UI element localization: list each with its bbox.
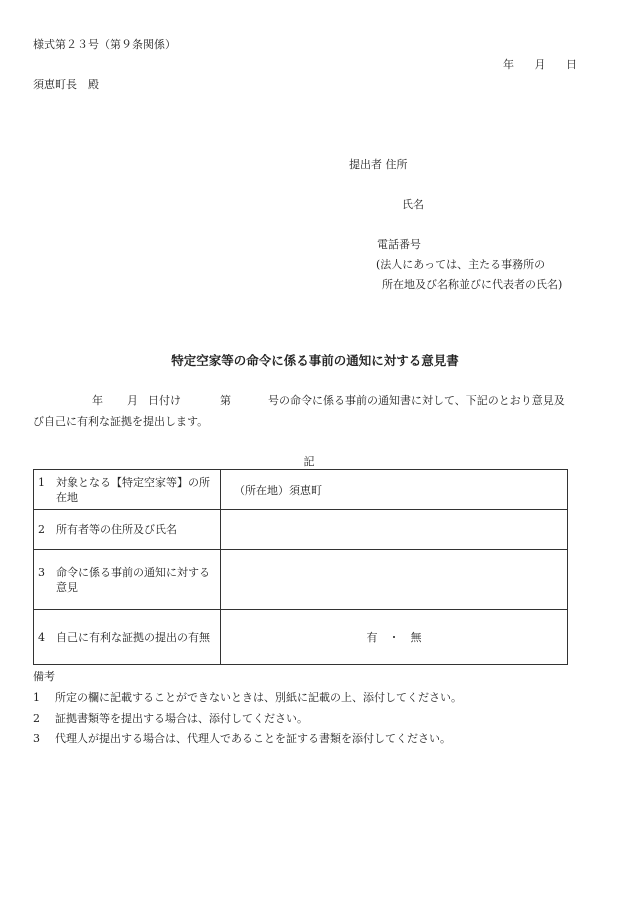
- submitter-phone-label: 電話番号: [377, 238, 421, 251]
- note-text: 代理人が提出する場合は、代理人であることを証する書類を添付してください。: [55, 732, 451, 745]
- body-line1-rest: 号の命令に係る事前の通知書に対して、下記のとおり意見及: [268, 394, 565, 407]
- corporate-note-line1: (法人にあっては、主たる事務所の: [376, 258, 546, 271]
- row-label: 自己に有利な証拠の提出の有無: [56, 630, 210, 644]
- row-label-cell: [34, 470, 221, 510]
- note-item: [33, 689, 462, 705]
- form-number: 様式第２３号（第９条関係）: [33, 38, 176, 51]
- row-label: 所有者等の住所及び氏名: [56, 523, 177, 536]
- owner-field[interactable]: [221, 510, 568, 550]
- body-dai: 第: [220, 394, 231, 407]
- table-row: [34, 510, 568, 550]
- body-dated: 日付け: [148, 394, 181, 407]
- body-month: 月: [127, 394, 138, 407]
- note-item: [33, 730, 451, 746]
- submitter-address-label: 提出者 住所: [349, 158, 408, 171]
- evidence-choice-field[interactable]: 有 ・ 無: [221, 610, 568, 665]
- opinion-field[interactable]: [221, 550, 568, 610]
- note-number: 3: [33, 732, 40, 745]
- table-row: [34, 610, 568, 665]
- opinion-table: [33, 469, 568, 665]
- row-label-cell: [34, 550, 221, 610]
- body-line2: び自己に有利な証拠を提出します。: [33, 415, 209, 428]
- table-row: [34, 470, 568, 510]
- document-title: 特定空家等の命令に係る事前の通知に対する意見書: [171, 353, 459, 368]
- location-field[interactable]: （所在地）須恵町: [221, 470, 568, 510]
- row-number: 3: [38, 565, 45, 579]
- row-number: 4: [38, 630, 45, 644]
- row-label-cell: [34, 610, 221, 665]
- table-row: [34, 550, 568, 610]
- note-text: 所定の欄に記載することができないときは、別紙に記載の上、添付してください。: [55, 691, 462, 704]
- note-number: 1: [33, 691, 40, 704]
- note-item: [33, 710, 308, 726]
- ki-heading: 記: [303, 455, 315, 468]
- note-text: 証拠書類等を提出する場合は、添付してください。: [55, 712, 308, 725]
- notes-heading: 備考: [33, 670, 55, 683]
- row-label-cell: [34, 510, 221, 550]
- row-label: 対象となる【特定空家等】の所在地: [56, 475, 210, 504]
- addressee: 須恵町長 殿: [33, 78, 99, 91]
- submitter-name-label: 氏名: [402, 198, 424, 211]
- row-number: 1: [38, 475, 45, 489]
- row-number: 2: [38, 523, 45, 536]
- corporate-note-line2: 所在地及び名称並びに代表者の氏名): [382, 278, 563, 291]
- date-line: 年 月 日: [503, 58, 577, 71]
- row-label: 命令に係る事前の通知に対する意見: [56, 565, 210, 594]
- note-number: 2: [33, 712, 40, 725]
- body-year: 年: [92, 394, 103, 407]
